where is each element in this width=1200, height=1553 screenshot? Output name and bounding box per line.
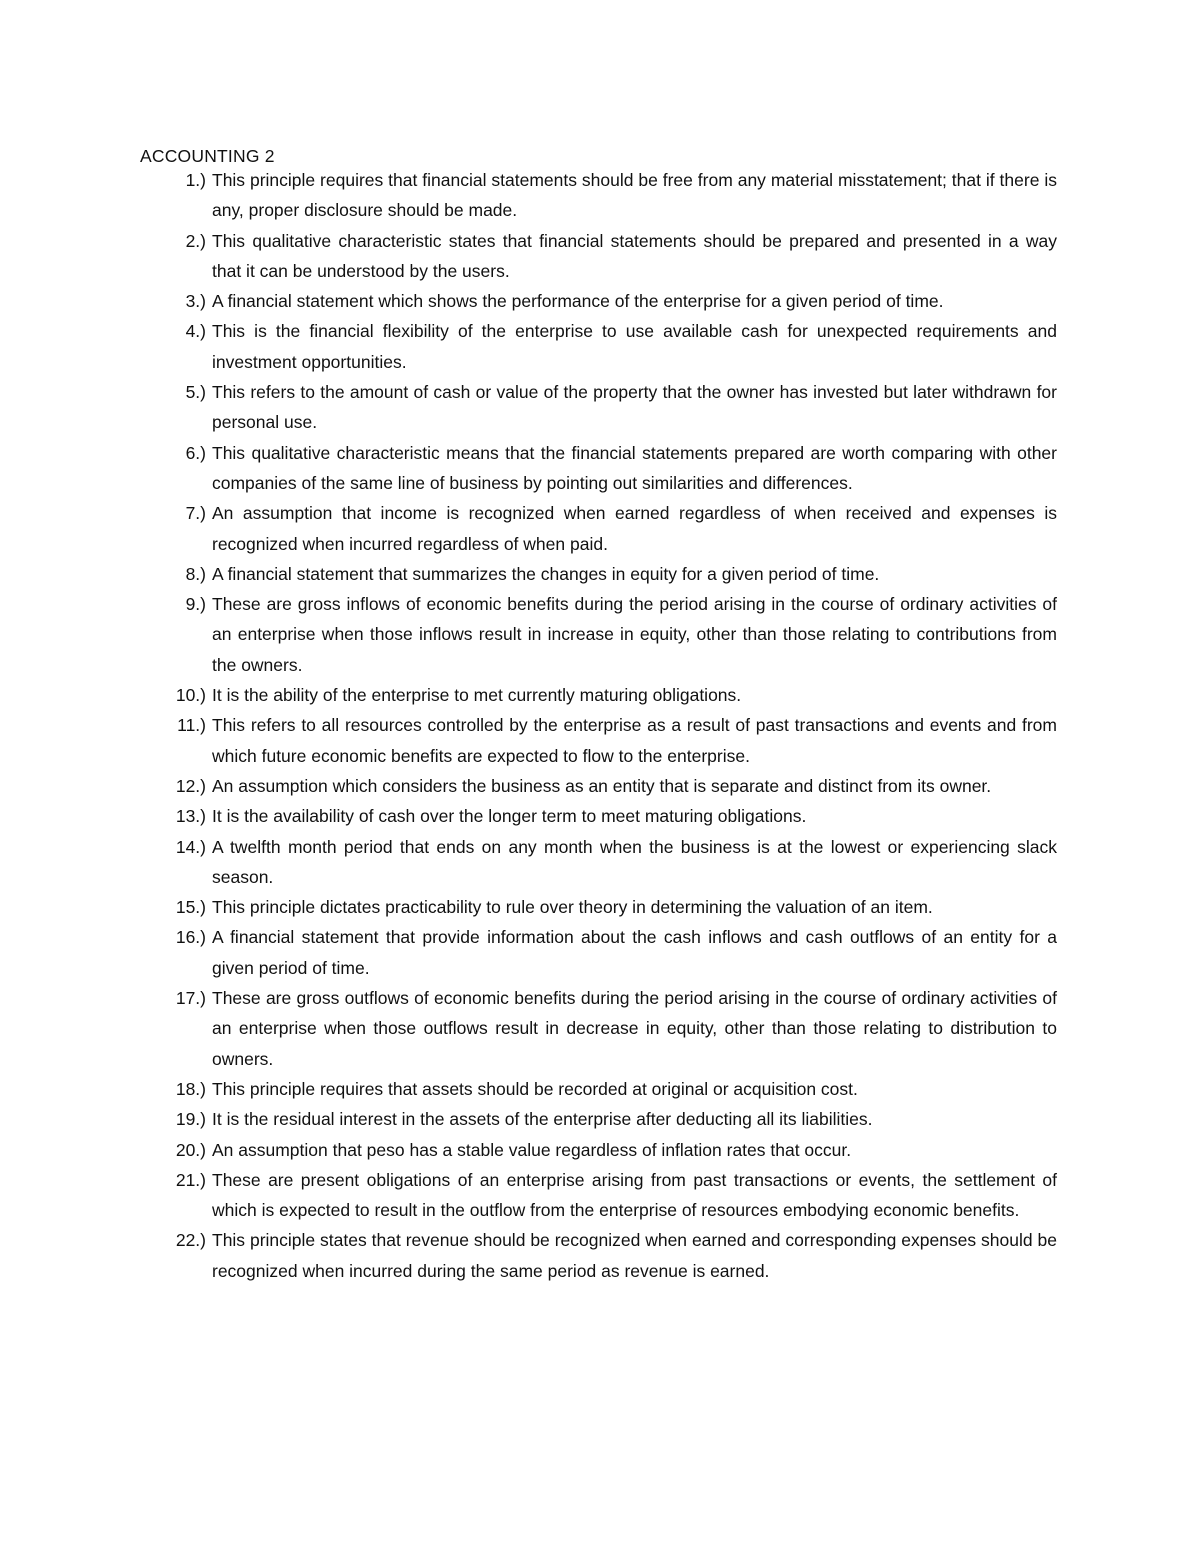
question-item xyxy=(0,680,1200,710)
question-number: 16.) xyxy=(175,927,206,948)
question-item xyxy=(0,438,1200,499)
question-number: 19.) xyxy=(175,1109,206,1130)
question-text: It is the ability of the enterprise to met currently maturing obligations. xyxy=(212,685,742,706)
question-item xyxy=(0,983,1200,1074)
question-item xyxy=(0,1104,1200,1134)
question-item xyxy=(0,165,1200,226)
question-text: An assumption which considers the business as an entity that is separate and distinct from its owner. xyxy=(212,775,992,796)
question-number: 9.) xyxy=(185,594,206,615)
question-text: A twelfth month period that ends on any month when the business is at the lowest or experiencing slack season. xyxy=(212,836,1057,887)
question-item xyxy=(0,316,1200,377)
question-item xyxy=(0,801,1200,831)
question-item xyxy=(0,771,1200,801)
question-number: 13.) xyxy=(175,806,206,827)
question-number: 10.) xyxy=(175,685,206,706)
question-number: 20.) xyxy=(175,1139,206,1160)
question-text: A financial statement that summarizes the changes in equity for a given period of time. xyxy=(212,563,880,584)
question-number: 3.) xyxy=(185,291,206,312)
question-number: 15.) xyxy=(175,897,206,918)
question-text: This principle requires that financial statements should be free from any material misstatement; that if there is any, proper disclosure should be made. xyxy=(212,170,1057,221)
question-number: 14.) xyxy=(175,836,206,857)
question-text: These are present obligations of an enterprise arising from past transactions or events, the settlement of which is expected to result in the outflow from the enterprise of resources embodying economic benefits. xyxy=(212,1169,1057,1221)
question-number: 22.) xyxy=(175,1230,206,1251)
question-number: 8.) xyxy=(185,563,206,584)
question-number: 12.) xyxy=(175,775,206,796)
question-text: A financial statement which shows the performance of the enterprise for a given period of time. xyxy=(212,291,944,312)
question-item xyxy=(0,922,1200,983)
question-text: A financial statement that provide information about the cash inflows and cash outflows of an entity for a given period of time. xyxy=(212,927,1057,978)
question-text: These are gross inflows of economic benefits during the period arising in the course of ordinary activities of an enterprise when those inflows result in increase in equity, other than those relating to contributions from the owners. xyxy=(212,594,1057,675)
question-number: 18.) xyxy=(175,1078,206,1099)
question-number: 6.) xyxy=(185,442,206,463)
question-text: This principle states that revenue should be recognized when earned and corresponding expenses should be recognized when incurred during the same period as revenue is earned. xyxy=(212,1230,1057,1281)
question-item xyxy=(0,710,1200,771)
question-item xyxy=(0,1135,1200,1165)
question-text: This refers to the amount of cash or value of the property that the owner has invested but later withdrawn for personal use. xyxy=(212,382,1057,433)
question-number: 5.) xyxy=(185,382,206,403)
question-number: 7.) xyxy=(185,503,206,524)
question-text: This qualitative characteristic means that the financial statements prepared are worth comparing with other companies of the same line of business by pointing out similarities and differences. xyxy=(212,442,1057,493)
question-item xyxy=(0,1074,1200,1104)
question-item xyxy=(0,377,1200,438)
question-item xyxy=(0,1165,1200,1226)
question-number: 2.) xyxy=(185,230,206,251)
question-text: It is the availability of cash over the longer term to meet maturing obligations. xyxy=(212,806,807,827)
question-item xyxy=(0,498,1200,559)
question-text: This refers to all resources controlled by the enterprise as a result of past transactions and events and from which future economic benefits are expected to flow to the enterprise. xyxy=(212,715,1057,766)
question-number: 4.) xyxy=(185,321,206,342)
question-number: 21.) xyxy=(175,1169,206,1190)
question-text: An assumption that income is recognized when earned regardless of when received and expenses is recognized when incurred regardless of when paid. xyxy=(212,503,1057,554)
question-item xyxy=(0,559,1200,589)
question-number: 11.) xyxy=(177,715,206,736)
question-item xyxy=(0,892,1200,922)
question-item xyxy=(0,226,1200,287)
question-text: These are gross outflows of economic benefits during the period arising in the course of ordinary activities of an enterprise when those outflows result in decrease in equity, other than those relating to distribution to owners. xyxy=(212,988,1057,1069)
question-number: 17.) xyxy=(175,988,206,1009)
question-item xyxy=(0,832,1200,893)
question-item xyxy=(0,1225,1200,1286)
question-list xyxy=(0,165,1200,1286)
question-item xyxy=(0,286,1200,316)
question-text: This principle requires that assets should be recorded at original or acquisition cost. xyxy=(212,1078,858,1099)
question-number: 1.) xyxy=(185,170,206,190)
question-text: This is the financial flexibility of the enterprise to use available cash for unexpected requirements and investment opportunities. xyxy=(212,321,1057,372)
question-item xyxy=(0,589,1200,680)
question-text: An assumption that peso has a stable value regardless of inflation rates that occur. xyxy=(212,1139,852,1160)
question-text: This principle dictates practicability to rule over theory in determining the valuation of an item. xyxy=(212,897,933,918)
question-text: This qualitative characteristic states that financial statements should be prepared and presented in a way that it can be understood by the users. xyxy=(212,230,1057,281)
question-text: It is the residual interest in the assets of the enterprise after deducting all its liabilities. xyxy=(212,1109,873,1130)
document-title: ACCOUNTING 2 xyxy=(140,146,275,166)
